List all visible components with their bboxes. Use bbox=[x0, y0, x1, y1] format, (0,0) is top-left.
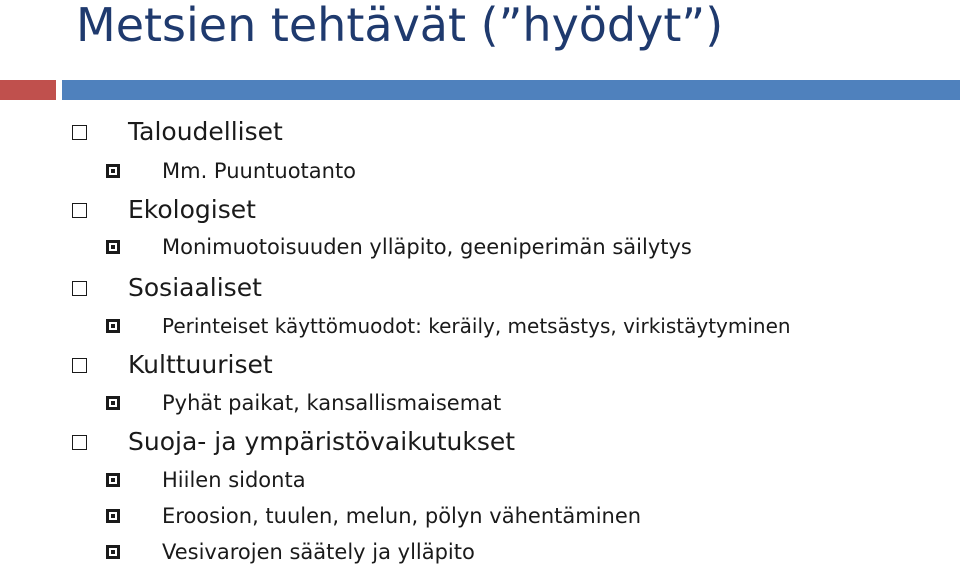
sub-bullet-text: Vesivarojen säätely ja ylläpito bbox=[162, 540, 475, 564]
bullet-item-suoja bbox=[128, 427, 515, 457]
boxed-square-icon bbox=[106, 396, 120, 410]
sub-bullet-eroosion bbox=[162, 503, 641, 529]
bullet-text: Ekologiset bbox=[128, 195, 256, 224]
boxed-square-icon bbox=[106, 473, 120, 487]
bullet-text: Kulttuuriset bbox=[128, 350, 273, 379]
boxed-square-icon bbox=[106, 319, 120, 333]
sub-bullet-text: Hiilen sidonta bbox=[162, 468, 306, 492]
sub-bullet-text: Perinteiset käyttömuodot: keräily, metsästys, virkistäytyminen bbox=[162, 314, 791, 338]
sub-bullet-text: Mm. Puuntuotanto bbox=[162, 159, 357, 183]
sub-bullet-pyhat-paikat bbox=[162, 390, 501, 416]
slide-title: Metsien tehtävät (”hyödyt”) bbox=[76, 0, 724, 52]
hollow-square-icon bbox=[72, 203, 87, 218]
hollow-square-icon bbox=[72, 125, 87, 140]
hollow-square-icon bbox=[72, 435, 87, 450]
bullet-text: Taloudelliset bbox=[128, 117, 283, 146]
boxed-square-icon bbox=[106, 509, 120, 523]
bullet-item-kulttuuriset bbox=[128, 350, 273, 380]
bullet-item-ekologiset bbox=[128, 195, 256, 225]
bullet-text: Suoja- ja ympäristövaikutukset bbox=[128, 427, 516, 456]
bullet-text: Sosiaaliset bbox=[128, 273, 262, 302]
sub-bullet-monimuotoisuus bbox=[162, 234, 692, 260]
sub-bullet-text: Pyhät paikat, kansallismaisemat bbox=[162, 391, 502, 415]
boxed-square-icon bbox=[106, 545, 120, 559]
hollow-square-icon bbox=[72, 281, 87, 296]
accent-bar-blue bbox=[62, 80, 960, 100]
sub-bullet-perinteiset bbox=[162, 313, 791, 339]
sub-bullet-puuntuotanto bbox=[162, 158, 356, 184]
boxed-square-icon bbox=[106, 164, 120, 178]
sub-bullet-hiilen-sidonta bbox=[162, 467, 306, 493]
boxed-square-icon bbox=[106, 240, 120, 254]
sub-bullet-text: Eroosion, tuulen, melun, pölyn vähentäminen bbox=[162, 504, 642, 528]
bullet-item-sosiaaliset bbox=[128, 273, 262, 303]
hollow-square-icon bbox=[72, 358, 87, 373]
accent-bar-red bbox=[0, 80, 56, 100]
bullet-item-taloudelliset bbox=[128, 117, 283, 147]
sub-bullet-text: Monimuotoisuuden ylläpito, geeniperimän säilytys bbox=[162, 235, 692, 259]
sub-bullet-vesivarojen bbox=[162, 539, 475, 565]
